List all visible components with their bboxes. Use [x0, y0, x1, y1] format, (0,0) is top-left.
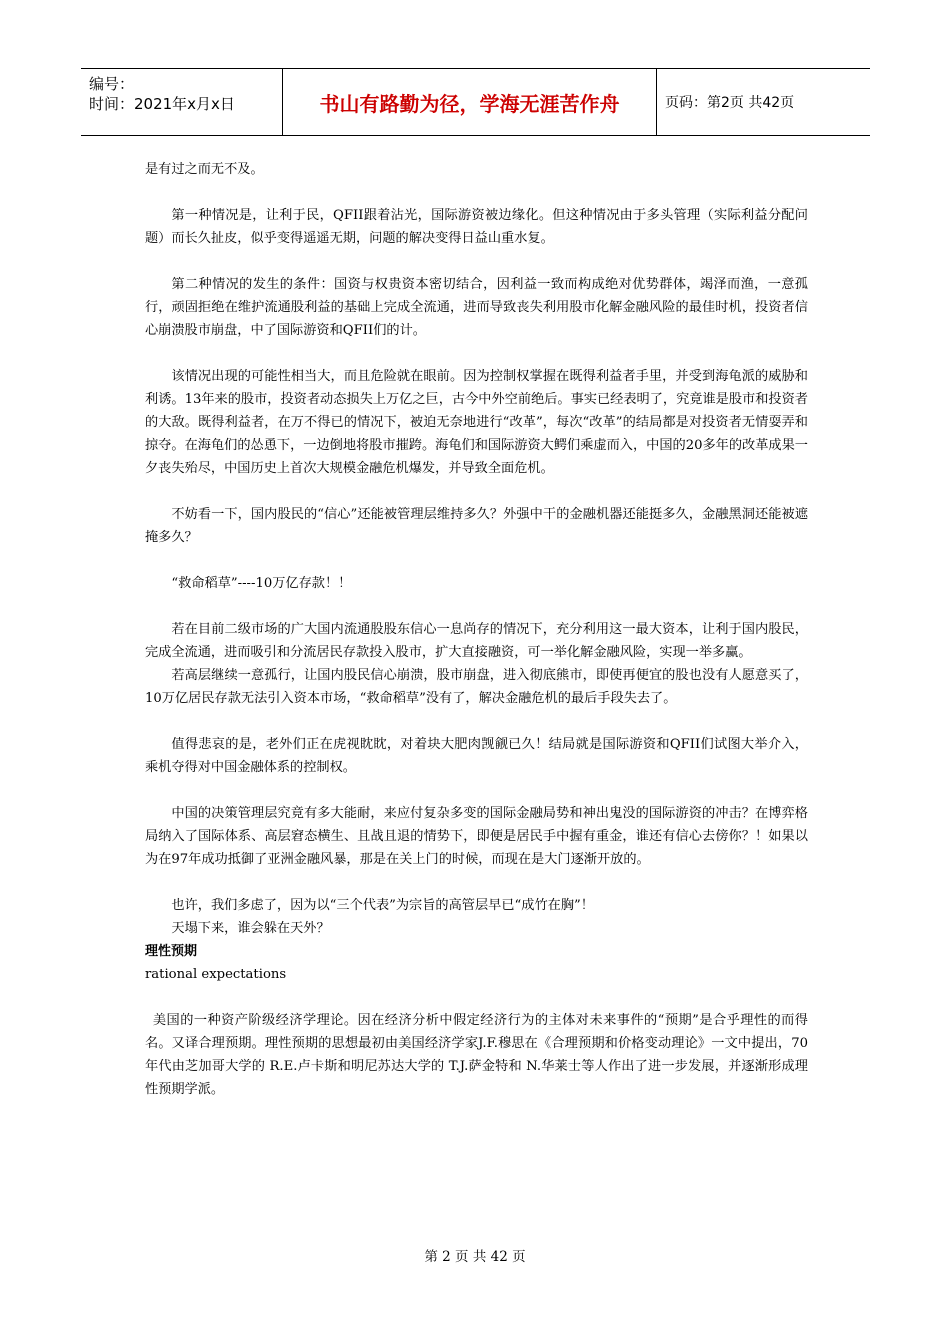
paragraph: 天塌下来，谁会躲在天外？ — [171, 921, 330, 936]
paragraph: “救命稻草”----10万亿存款！！ — [171, 576, 352, 591]
header-time: 时间：2021年x月x日 — [89, 95, 235, 113]
paragraph: 值得悲哀的是，老外们正在虎视眈眈，对着块大肥肉觊觎已久！结局就是国际游资和QFII们试图大举介入，乘机夺得对中国金融体系的控制权。 — [145, 737, 808, 775]
paragraph: 第一种情况是，让利于民，QFII跟着沾光，国际游资被边缘化。但这种情况由于多头管理（实际利益分配问题）而长久扯皮，似乎变得遥遥无期，问题的解决变得日益山重水复。 — [145, 208, 808, 246]
paragraph: 若在目前二级市场的广大国内流通股股东信心一息尚存的情况下，充分利用这一最大资本，让利于国内股民，完成全流通，进而吸引和分流居民存款投入股市，扩大直接融资，可一举化解金融风险，实现一举多赢。 — [145, 622, 808, 660]
page-header — [81, 68, 870, 136]
header-number: 编号： — [89, 75, 135, 93]
paragraph: 不妨看一下，国内股民的“信心”还能被管理层维持多久？外强中干的金融机器还能挺多久，金融黑洞还能被遮掩多久？ — [145, 507, 808, 545]
page-footer: 第 2 页 共 42 页 — [424, 1249, 526, 1265]
header-motto: 书山有路勤为径，学海无涯苦作舟 — [283, 69, 657, 135]
header-meta — [81, 69, 283, 135]
paragraph: 中国的决策管理层究竟有多大能耐，来应付复杂多变的国际金融局势和神出鬼没的国际游资的冲击？在博弈格局纳入了国际体系、高层窘态横生、且战且退的情势下，即便是居民手中握有重金，谁还有信心去傍你？！如果以为在97年成功抵御了亚洲金融风暴，那是在关上门的时候，而现在是大门逐渐开放的。 — [145, 806, 808, 867]
paragraph: 第二种情况的发生的条件：国资与权贵资本密切结合，因利益一致而构成绝对优势群体，竭泽而渔，一意孤行，顽固拒绝在维护流通股利益的基础上完成全流通，进而导致丧失利用股市化解金融风险的最佳时机，投资者信心崩溃股市崩盘，中了国际游资和QFII们的计。 — [145, 277, 808, 338]
term-title: 理性预期 — [145, 944, 198, 959]
paragraph: 是有过之而无不及。 — [145, 162, 264, 177]
header-page-info: 页码：第2页 共42页 — [665, 95, 795, 111]
term-english: rational expectations — [145, 967, 287, 982]
paragraph: 若高层继续一意孤行，让国内股民信心崩溃，股市崩盘，进入彻底熊市，即使再便宜的股也没有人愿意买了，10万亿居民存款无法引入资本市场，“救命稻草”没有了，解决金融危机的最后手段失去了。 — [145, 668, 808, 706]
document-body — [145, 158, 808, 1101]
paragraph: 该情况出现的可能性相当大，而且危险就在眼前。因为控制权掌握在既得利益者手里，并受到海龟派的威胁和利诱。13年来的股市，投资者动态损失上万亿之巨，古今中外空前绝后。事实已经表明了，究竟谁是股市和投资者的大敌。既得利益者，在万不得已的情况下，被迫无奈地进行“改革”，每次“改革”的结局都是对投资者无情耍弄和掠夺。在海龟们的怂恿下，一边倒地将股市摧跨。海龟们和国际游资大鳄们乘虚而入，中国的20多年的改革成果一夕丧失殆尽，中国历史上首次大规模金融危机爆发，并导致全面危机。 — [145, 369, 808, 476]
paragraph: 也许，我们多虑了，因为以“三个代表”为宗旨的高管层早已“成竹在胸”！ — [171, 898, 594, 913]
term-definition: 美国的一种资产阶级经济学理论。因在经济分析中假定经济行为的主体对未来事件的“预期”是合乎理性的而得名。又译合理预期。理性预期的思想最初由美国经济学家J.F.穆思在《合理预期和价格变动理论》一文中提出，70年代由芝加哥大学的 R.E.卢卡斯和明尼苏达大学的 T.J.萨金特和 N.华莱士等人作出了进一步发展，并逐渐形成理性预期学派。 — [145, 1013, 808, 1097]
